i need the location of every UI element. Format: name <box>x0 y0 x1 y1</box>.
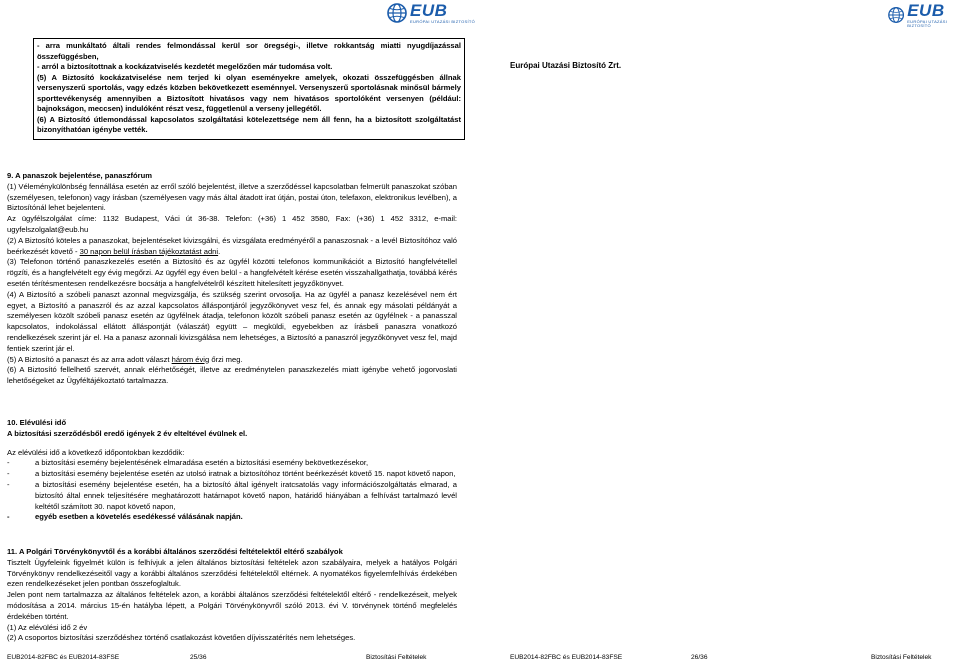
box-line: (6) A Biztosító útlemondással kapcsolatos szolgáltatási kötelezettsége nem áll fenn, ha a biztosított szolgáltatást bizonyíthatóan igénybe vették. <box>37 114 461 134</box>
dash-marker: - <box>7 479 10 489</box>
footer-page-number: 26/36 <box>691 654 708 661</box>
section-10-subheading: A biztosítási szerződésből eredő igények 2 év elteltével évülnek el. <box>7 428 248 438</box>
paragraph: Az ügyfélszolgálat címe: 1132 Budapest, Váci út 36-38. Telefon: (+36) 1 452 3580, Fax: (+36) 1 452 3312, e-mail: ugyfelszolgalat@eub.hu <box>7 214 457 234</box>
dash-marker: - <box>7 469 10 479</box>
list-item-text: a biztosítási esemény bejelentése esetén az utolsó iratnak a biztosítóhoz történt beérkezését követő 15. napot követő napon, <box>35 469 456 479</box>
logo-name: EUB <box>410 1 448 20</box>
logo-name: EUB <box>907 1 945 20</box>
section-9-heading: 9. A panaszok bejelentése, panaszfórum <box>7 171 153 180</box>
underlined-period: három évig <box>171 354 210 364</box>
footer-title: Biztosítási Feltételek <box>871 654 932 661</box>
eub-globe-icon <box>888 5 904 25</box>
list-item-text: a biztosítási esemény bejelentése esetén, ha a biztosító által igényelt iratcsatolás vagy információszolgáltatás elmarad, a biztosító által ennek teljesítésére meghatározott határnapot követő napon, határidő hiányában a felhívást tartalmazó levél keltétől számított 30. napot követő napon, <box>35 479 457 511</box>
footer-title: Biztosítási Feltételek <box>366 654 427 661</box>
footer-page-number: 25/36 <box>190 654 207 661</box>
paragraph: (4) A Biztosító a szóbeli panaszt azonnal megvizsgálja, és szükség szerint orvosolja. Ha az ügyfél a panasz kezelésével nem ért egyet, a Biztosító a panaszról és az azzal kapcsolatos álláspontjáról jegyzőkönyvet vesz fel, és annak egy másolati példányát a személyesen közölt szóbeli panasz esetén az ügyfélnek átadja, telefonon közölt szóbeli panasz esetén az ügyfélnek - a panasszal kapcsolatos, indokolással ellátott álláspontját (válaszát) együtt – megküldi, egyebekben az írásbeli panaszra vonatkozó rendelkezések szerint jár el. Ha a panasz azonnali kivizsgálása nem lehetséges, a Biztosító a panaszról jegyzőkönyvet vesz fel, majd fentiek szerint jár el. <box>7 289 457 353</box>
company-name: Európai Utazási Biztosító Zrt. <box>510 61 622 70</box>
list-item <box>7 458 457 469</box>
list-item <box>7 512 457 523</box>
underlined-deadline: 30 napon belül írásban tájékoztatást adni <box>79 246 219 256</box>
paragraph: (2) A csoportos biztosítási szerződéshez történő csatlakozást követően díjvisszatérítés nem lehetséges. <box>7 633 356 643</box>
paragraph: Jelen pont nem tartalmazza az általános feltételek azon, a korábbi általános szerződési feltételektől eltérő - rendelkezéseit, melyek módosítása a 2014. március 15-én hatályba lépett, a Polgári Törvénykönyvről szóló 2013. évi V. törvénynek történő megfelelés érdekében történt. <box>7 590 457 621</box>
logo-subtitle: EURÓPAI UTAZÁSI BIZTOSÍTÓ <box>410 19 476 24</box>
dash-marker: - <box>7 512 10 522</box>
box-line: - arra munkáltató általi rendes felmondással kerül sor öregségi-, illetve rokkantság miatti nyugdíjazással összefüggésben, <box>37 41 461 61</box>
paragraph: Tisztelt Ügyfeleink figyelmét külön is felhívjuk a jelen általános biztosítási feltételek azon szabályaira, melyek a hatályos Polgári Törvénykönyv rendelkezéseitől vagy a korábbi általános szerződési feltételektől eltérnek. A nyomatékos figyelemfelhívás érdekében ezen rendelkezéseket jelen pontban összefoglaltuk. <box>7 557 457 589</box>
section-11-heading: 11. A Polgári Törvénykönyvtől és a korábbi általános szerződési feltételektől eltérő szabályok <box>7 547 343 556</box>
spacer <box>7 440 457 448</box>
right-page <box>480 0 960 664</box>
list-item-text: a biztosítási esemény bejelentésének elmaradása esetén a biztosítási esemény bekövetkezésekor, <box>35 458 369 468</box>
text-run: (2) A Biztosító köteles a panaszokat, bejelentéseket kivizsgálni, és vizsgálata eredményéről a panaszosnak - a levél Biztosítóhoz való beérkezését követő - <box>7 235 457 256</box>
paragraph <box>7 355 457 366</box>
list-item <box>7 480 457 512</box>
text-run: őrzi meg. <box>209 354 243 364</box>
text-run: . <box>218 246 221 256</box>
section-10-heading: 10. Elévülési idő <box>7 418 67 427</box>
footer-code: EUB2014-82FBC és EUB2014-83FSE <box>7 654 120 661</box>
section-9 <box>7 171 457 387</box>
text-run: (5) A Biztosító a panaszt és az arra adott választ <box>7 354 172 364</box>
list-item-text: egyéb esetben a követelés esedékessé válásának napján. <box>35 512 243 522</box>
eub-logo <box>387 2 475 24</box>
paragraph: (1) Az elévülési idő 2 év <box>7 622 88 632</box>
dash-marker: - <box>7 458 10 468</box>
paragraph: Az elévülési idő a következő időpontokban kezdődik: <box>7 447 185 457</box>
paragraph: (3) Telefonon történő panaszkezelés esetén a Biztosító és az ügyfél közötti telefonos kommunikációt a Biztosító hangfelvétellel rögzíti, és a hangfelvételt egy évig megőrzi. Az ügyfél egy éven belül - a hangfelvételt kérése esetén visszahallgathatja, továbbá kérés esetén térítésmentesen rendelkezésre bocsátja a hangfelvételről készített hitelesített jegyzőkönyvet. <box>7 257 457 288</box>
box-line: - arról a biztosítottnak a kockázatviselés kezdetét megelőzően már tudomása volt. <box>37 62 333 71</box>
paragraph: (1) Véleménykülönbség fennállása esetén az erről szóló bejelentést, illetve a szerződéssel kapcsolatban felmerült panaszokat szóban (személyesen, telefonon) vagy írásban (személyesen vagy más által átadott irat útján, postai úton, telefaxon, elektronikus levélben), a Biztosítónál lehet bejelenteni. <box>7 181 457 213</box>
box-line: (5) A Biztosító kockázatviselése nem terjed ki olyan eseményekre amelyek, okozati összefüggésben állnak versenyszerű sportolás, vagy edzés közben bekövetkezett eseménnyel. Versenyszerű sportolásnak minősül bármely sporttevékenység amennyiben a Biztosított hivatásos vagy nem hivatásos sportolóként versenyen (például: bajnokságon, meccsen) indulóként részt vesz, függetlenül a verseny jellegétől. <box>37 72 461 113</box>
exclusions-box <box>33 38 465 140</box>
footer-code: EUB2014-82FBC és EUB2014-83FSE <box>510 654 623 661</box>
logo-subtitle: EURÓPAI UTAZÁSI BIZTOSÍTÓ <box>907 19 948 28</box>
paragraph: (6) A Biztosító fellelhető szervét, annak elérhetőségét, illetve az eredménytelen panaszkezelés miatt igénybe vehető jogorvoslati lehetőségeket az Ügyféltájékoztató tartalmazza. <box>7 365 457 386</box>
eub-logo <box>888 2 960 28</box>
section-11 <box>7 547 457 644</box>
list-item <box>7 469 457 480</box>
section-10 <box>7 418 457 523</box>
paragraph <box>7 236 457 258</box>
eub-globe-icon <box>387 3 407 23</box>
